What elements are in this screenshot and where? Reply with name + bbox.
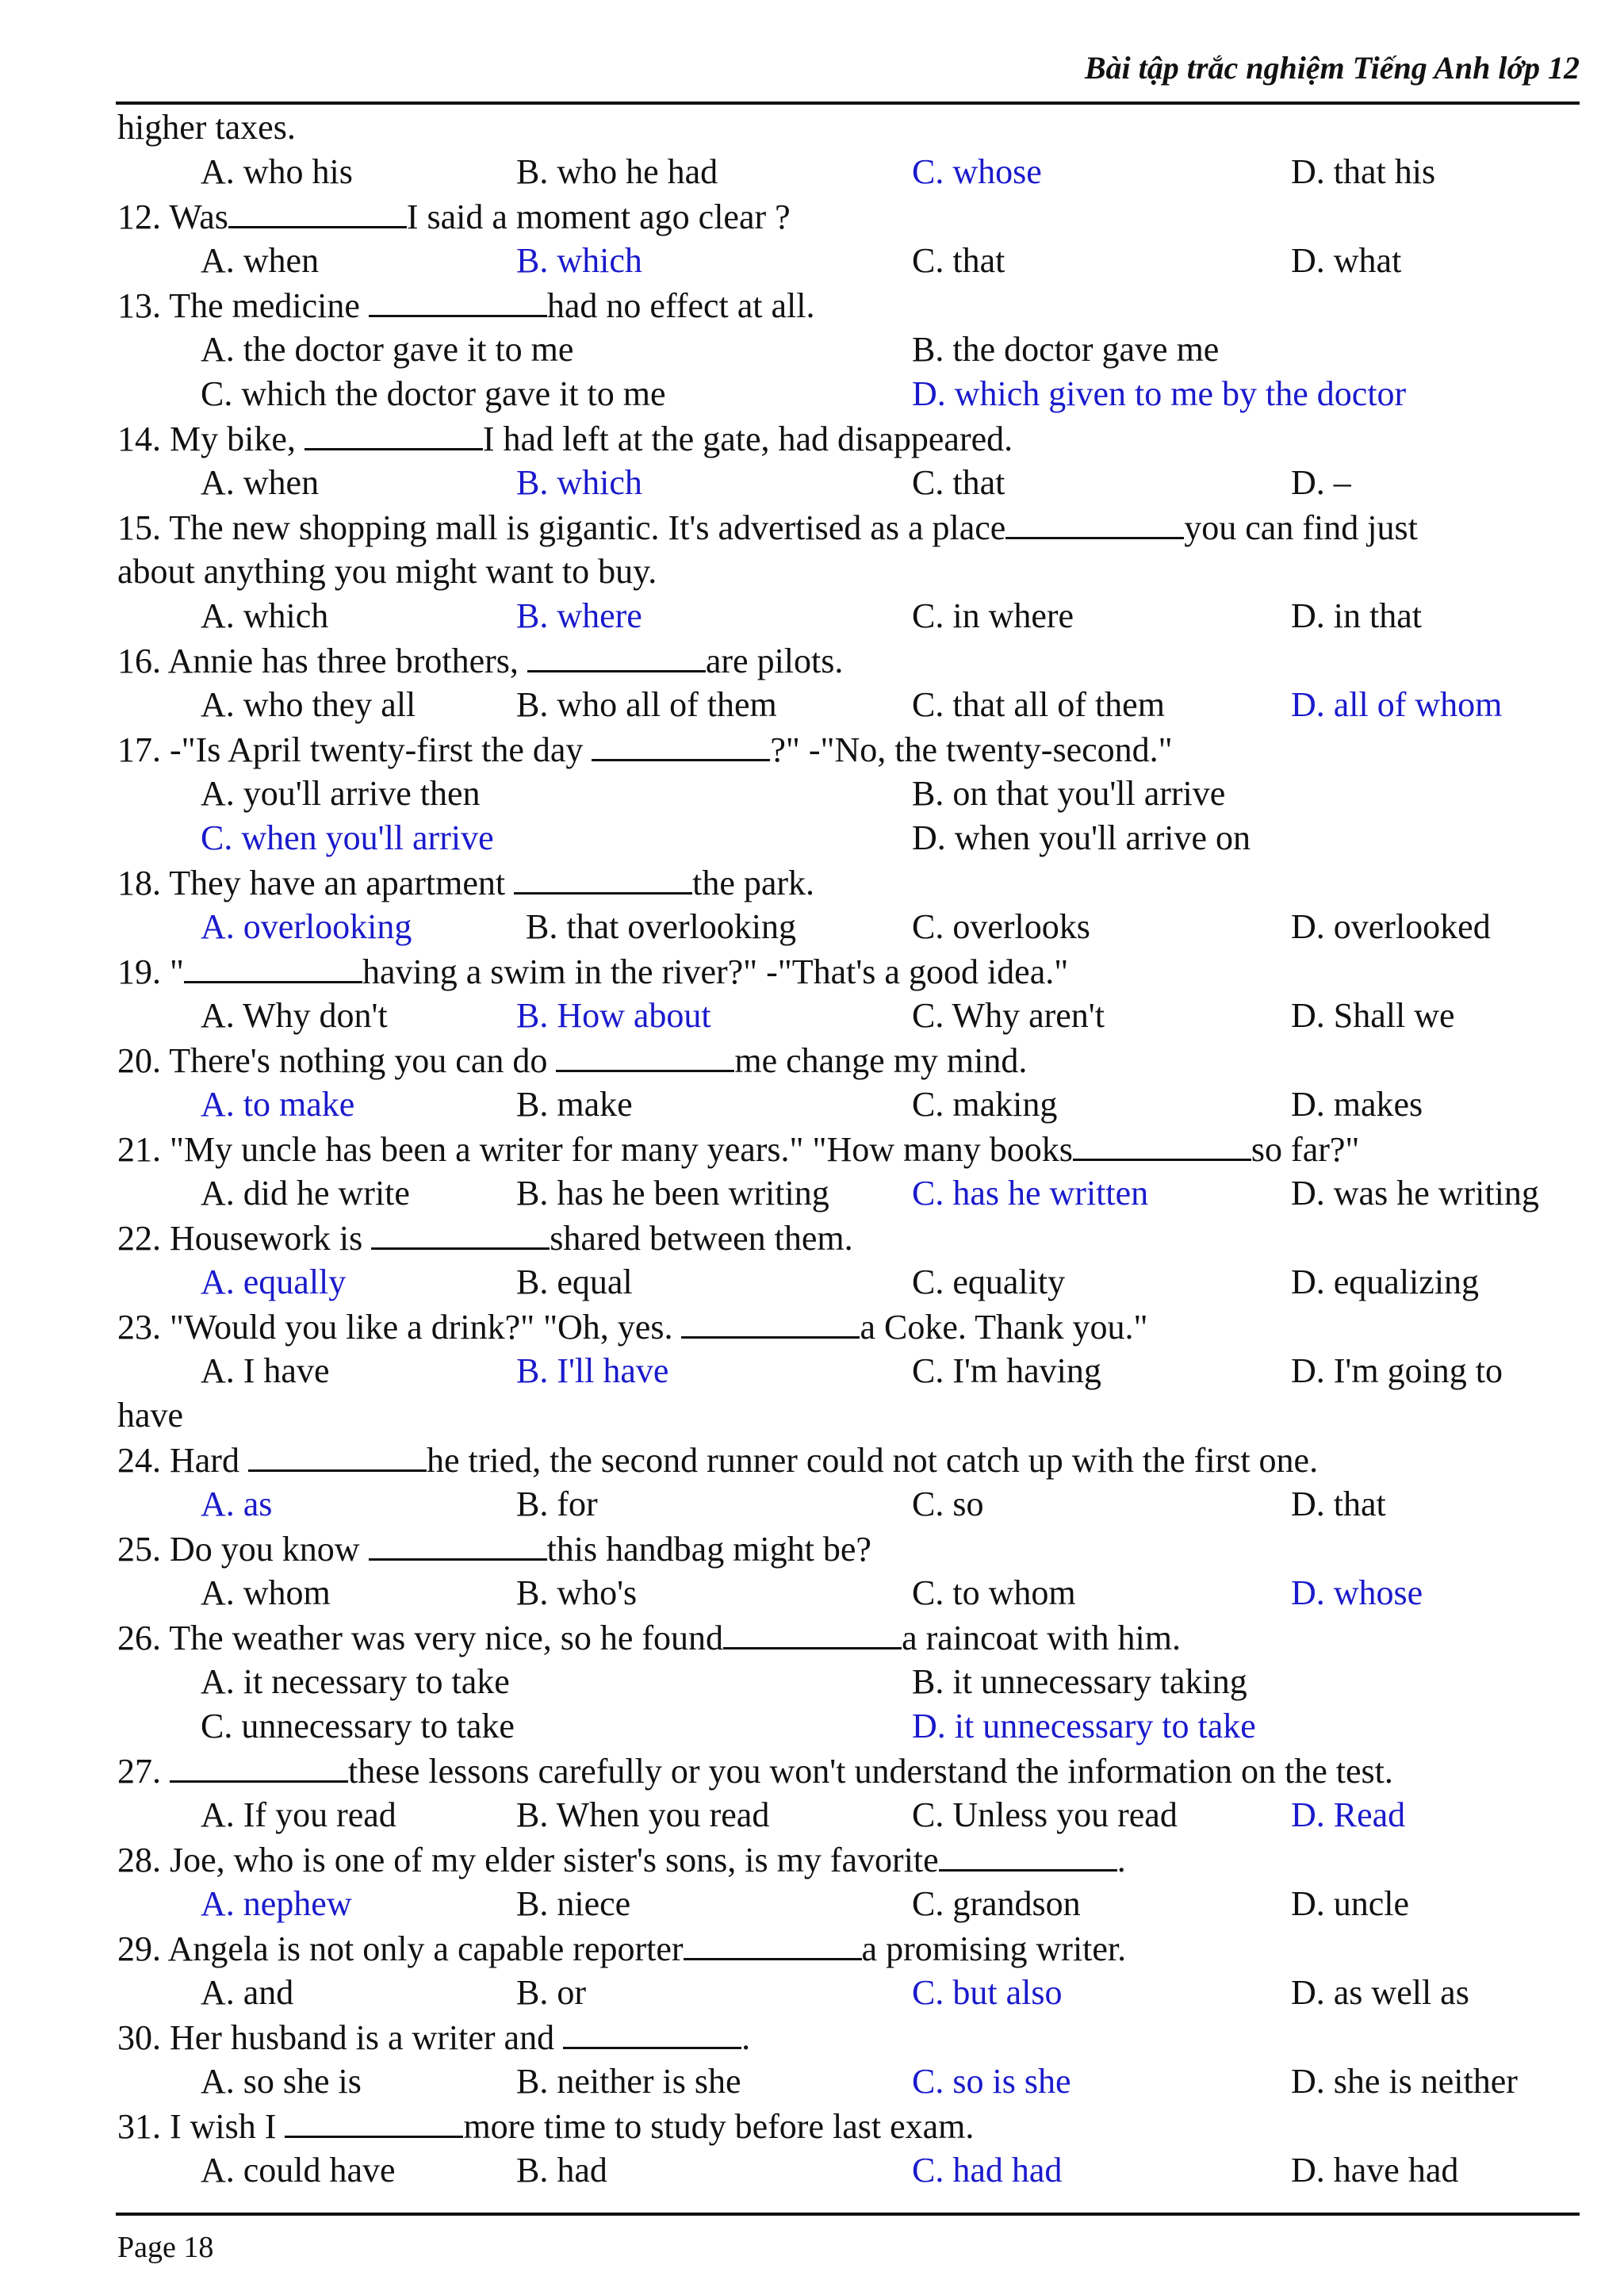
answer-option: B. that overlooking <box>526 907 796 946</box>
question-text: 14. My bike, <box>117 420 304 458</box>
question-text: me change my mind. <box>734 1041 1028 1080</box>
question-line <box>117 505 1584 550</box>
answer-option: A. who his <box>201 152 353 191</box>
options-row <box>117 683 1584 727</box>
options-row <box>117 1882 1584 1926</box>
question-line <box>117 638 1584 683</box>
answer-option-correct: C. so is she <box>912 2062 1071 2101</box>
question-text: the park. <box>692 864 815 902</box>
question-text: 18. They have an apartment <box>117 864 515 902</box>
options-row <box>117 994 1584 1038</box>
question-line <box>117 1127 1584 1171</box>
options-row <box>117 1793 1584 1837</box>
answer-option: D. in that <box>1291 596 1422 635</box>
answer-option-correct: A. to make <box>201 1085 355 1124</box>
question-text: 30. Her husband is a writer and <box>117 2018 564 2057</box>
answer-option: B. for <box>516 1485 598 1523</box>
options-row <box>117 372 1584 416</box>
answer-option: B. the doctor gave me <box>912 330 1220 369</box>
answer-option: C. in where <box>912 596 1074 635</box>
answer-option: A. it necessary to take <box>201 1662 510 1701</box>
answer-option-correct: A. nephew <box>201 1884 352 1923</box>
answer-option: A. and <box>201 1973 294 2012</box>
answer-blank <box>304 416 483 450</box>
question-text: are pilots. <box>705 642 844 680</box>
options-row <box>117 150 1584 194</box>
answer-blank <box>184 949 362 983</box>
question-text: 12. Was <box>117 197 228 236</box>
question-text: 15. The new shopping mall is gigantic. It's advertised as a place <box>117 508 1006 547</box>
question-line <box>117 1527 1584 1571</box>
question-text: I said a moment ago clear ? <box>406 197 791 236</box>
question-line <box>117 550 1584 594</box>
answer-blank <box>723 1615 902 1649</box>
question-text: have <box>117 1396 184 1435</box>
question-text: 25. Do you know <box>117 1530 369 1569</box>
question-text: he tried, the second runner could not catch up with the first one. <box>426 1441 1319 1480</box>
answer-option-correct: D. Read <box>1291 1795 1406 1834</box>
answer-option: D. what <box>1291 241 1402 280</box>
options-row <box>117 1171 1584 1216</box>
answer-option-correct: D. it unnecessary to take <box>912 1707 1256 1745</box>
options-row <box>117 1482 1584 1527</box>
answer-option-correct: C. had had <box>912 2151 1063 2190</box>
answer-option-correct: D. all of whom <box>1291 685 1503 724</box>
answer-option-correct: A. as <box>201 1485 273 1523</box>
question-text: 20. There's nothing you can do <box>117 1041 557 1080</box>
answer-option-correct: D. which given to me by the doctor <box>912 374 1407 413</box>
question-text: 27. <box>117 1752 170 1791</box>
question-text: a raincoat with him. <box>902 1619 1181 1657</box>
question-line <box>117 727 1584 772</box>
answer-option: B. neither is she <box>516 2062 741 2101</box>
answer-option-correct: B. which <box>516 463 642 502</box>
answer-option: C. I'm having <box>912 1351 1101 1390</box>
options-row <box>117 1260 1584 1305</box>
options-row <box>117 594 1584 638</box>
question-line <box>117 1615 1584 1660</box>
question-text: you can find just <box>1184 508 1418 547</box>
question-text: this handbag might be? <box>546 1530 871 1569</box>
answer-blank <box>592 727 770 761</box>
answer-option: A. If you read <box>201 1795 396 1834</box>
answer-option: B. or <box>516 1973 586 2012</box>
question-line <box>117 105 1584 150</box>
answer-option-correct: A. equally <box>201 1262 347 1301</box>
answer-blank <box>1005 505 1184 539</box>
answer-blank <box>371 1216 550 1250</box>
answer-blank <box>369 283 547 317</box>
answer-option: A. did he write <box>201 1174 410 1213</box>
answer-option-correct: C. when you'll arrive <box>201 818 494 857</box>
header-rule <box>116 102 1580 105</box>
answer-option-correct: B. How about <box>516 996 711 1035</box>
question-line <box>117 1837 1584 1882</box>
answer-option: A. so she is <box>201 2062 362 2101</box>
answer-option: B. it unnecessary taking <box>912 1662 1247 1701</box>
question-line <box>117 1038 1584 1082</box>
answer-option: A. could have <box>201 2151 396 2190</box>
answer-option: C. Unless you read <box>912 1795 1178 1834</box>
question-line <box>117 2015 1584 2059</box>
answer-option: B. had <box>516 2151 607 2190</box>
answer-option: A. you'll arrive then <box>201 774 481 813</box>
answer-option: C. unnecessary to take <box>201 1707 515 1745</box>
answer-option: D. that his <box>1291 152 1436 191</box>
answer-blank <box>369 1527 547 1561</box>
question-line <box>117 1393 1584 1438</box>
question-text: 17. -"Is April twenty-first the day <box>117 730 592 769</box>
answer-option: B. who he had <box>516 152 718 191</box>
question-text: . <box>1116 1841 1126 1879</box>
question-text: 23. "Would you like a drink?" "Oh, yes. <box>117 1308 682 1347</box>
question-text: . <box>741 2018 751 2057</box>
question-text: having a swim in the river?" -"That's a good idea." <box>362 952 1069 991</box>
answer-option: B. who all of them <box>516 685 777 724</box>
options-row <box>117 2059 1584 2104</box>
options-row <box>117 328 1584 372</box>
answer-blank <box>170 1749 348 1783</box>
question-line <box>117 194 1584 239</box>
answer-option: D. – <box>1291 463 1351 502</box>
answer-option: D. I'm going to <box>1291 1351 1503 1390</box>
options-row <box>117 1660 1584 1704</box>
answer-option: D. have had <box>1291 2151 1459 2190</box>
answer-blank <box>681 1305 860 1339</box>
question-line <box>117 1216 1584 1260</box>
answer-option-correct: C. has he written <box>912 1174 1149 1213</box>
options-row <box>117 772 1584 816</box>
question-line <box>117 1438 1584 1482</box>
options-row <box>117 1082 1584 1127</box>
answer-option: B. equal <box>516 1262 633 1301</box>
answer-blank <box>228 194 407 228</box>
answer-option: D. makes <box>1291 1085 1423 1124</box>
answer-option: C. that <box>912 241 1005 280</box>
answer-blank <box>563 2015 741 2049</box>
answer-option-correct: B. I'll have <box>516 1351 669 1390</box>
answer-option: D. Shall we <box>1291 996 1455 1035</box>
question-line <box>117 949 1584 994</box>
options-row <box>117 816 1584 860</box>
answer-option: C. making <box>912 1085 1058 1124</box>
answer-option: D. when you'll arrive on <box>912 818 1251 857</box>
question-line <box>117 416 1584 461</box>
question-line <box>117 1305 1584 1349</box>
answer-option: A. the doctor gave it to me <box>201 330 574 369</box>
question-line <box>117 1749 1584 1793</box>
answer-blank <box>939 1837 1117 1872</box>
question-text: about anything you might want to buy. <box>117 552 657 591</box>
question-text: a promising writer. <box>861 1929 1127 1968</box>
question-text: had no effect at all. <box>546 286 815 325</box>
answer-option: D. was he writing <box>1291 1174 1539 1213</box>
answer-option: B. niece <box>516 1884 631 1923</box>
answer-option: B. who's <box>516 1573 638 1612</box>
answer-option: B. on that you'll arrive <box>912 774 1226 813</box>
answer-blank <box>527 638 706 672</box>
question-text: 13. The medicine <box>117 286 369 325</box>
options-row <box>117 2148 1584 2193</box>
answer-option: C. grandson <box>912 1884 1081 1923</box>
answer-blank <box>684 1926 862 1960</box>
answer-option: C. to whom <box>912 1573 1076 1612</box>
question-text: ?" -"No, the twenty-second." <box>770 730 1173 769</box>
answer-option: C. which the doctor gave it to me <box>201 374 666 413</box>
answer-option: A. I have <box>201 1351 330 1390</box>
question-text: 29. Angela is not only a capable reporter <box>117 1929 684 1968</box>
footer-rule <box>116 2213 1580 2216</box>
question-text: 22. Housework is <box>117 1219 372 1258</box>
question-line <box>117 2104 1584 2148</box>
question-text: higher taxes. <box>117 108 296 147</box>
question-text: I had left at the gate, had disappeared. <box>482 420 1013 458</box>
answer-option-correct: C. but also <box>912 1973 1063 2012</box>
answer-option-correct: C. whose <box>912 152 1042 191</box>
question-text: more time to study before last exam. <box>463 2107 975 2146</box>
answer-option: A. which <box>201 596 329 635</box>
question-line <box>117 1926 1584 1971</box>
answer-blank <box>556 1038 734 1072</box>
question-text: 21. "My uncle has been a writer for many years." "How many books <box>117 1130 1073 1169</box>
answer-option: C. overlooks <box>912 907 1090 946</box>
answer-option-correct: B. which <box>516 241 642 280</box>
answer-option: A. who they all <box>201 685 416 724</box>
answer-option: C. Why aren't <box>912 996 1105 1035</box>
exercise-content <box>117 105 1584 2193</box>
question-text: 28. Joe, who is one of my elder sister's sons, is my favorite <box>117 1841 939 1879</box>
question-text: 26. The weather was very nice, so he found <box>117 1619 724 1657</box>
question-text: 31. I wish I <box>117 2107 285 2146</box>
answer-blank <box>1073 1127 1251 1161</box>
answer-option: D. equalizing <box>1291 1262 1480 1301</box>
options-row <box>117 1704 1584 1749</box>
answer-option: D. overlooked <box>1291 907 1491 946</box>
options-row <box>117 1971 1584 2015</box>
question-line <box>117 860 1584 905</box>
answer-option: A. Why don't <box>201 996 388 1035</box>
options-row <box>117 1349 1584 1393</box>
answer-blank <box>514 860 692 895</box>
answer-option: C. equality <box>912 1262 1066 1301</box>
options-row <box>117 1571 1584 1615</box>
question-text: 16. Annie has three brothers, <box>117 642 527 680</box>
answer-option: A. when <box>201 241 320 280</box>
answer-option: D. uncle <box>1291 1884 1410 1923</box>
options-row <box>117 461 1584 505</box>
answer-option: B. has he been writing <box>516 1174 829 1213</box>
options-row <box>117 905 1584 949</box>
question-text: so far?" <box>1251 1130 1360 1169</box>
question-text: a Coke. Thank you." <box>860 1308 1148 1347</box>
question-text: shared between them. <box>550 1219 853 1258</box>
options-row <box>117 239 1584 283</box>
answer-option-correct: B. where <box>516 596 642 635</box>
page-number: Page 18 <box>117 2231 214 2264</box>
question-text: 19. " <box>117 952 184 991</box>
answer-option: B. When you read <box>516 1795 770 1834</box>
answer-option: A. when <box>201 463 320 502</box>
answer-option: A. whom <box>201 1573 331 1612</box>
answer-option: B. make <box>516 1085 633 1124</box>
question-line <box>117 283 1584 328</box>
question-text: 24. Hard <box>117 1441 248 1480</box>
answer-option: C. that all of them <box>912 685 1165 724</box>
answer-option: C. so <box>912 1485 984 1523</box>
answer-option: D. as well as <box>1291 1973 1469 2012</box>
answer-option: C. that <box>912 463 1005 502</box>
answer-option: D. she is neither <box>1291 2062 1518 2101</box>
answer-option: D. that <box>1291 1485 1386 1523</box>
answer-blank <box>248 1438 427 1472</box>
header-title: Bài tập trắc nghiệm Tiếng Anh lớp 12 <box>1084 50 1580 86</box>
answer-option-correct: A. overlooking <box>201 907 412 946</box>
question-text: these lessons carefully or you won't understand the information on the test. <box>348 1752 1393 1791</box>
answer-option-correct: D. whose <box>1291 1573 1423 1612</box>
answer-blank <box>285 2104 463 2138</box>
